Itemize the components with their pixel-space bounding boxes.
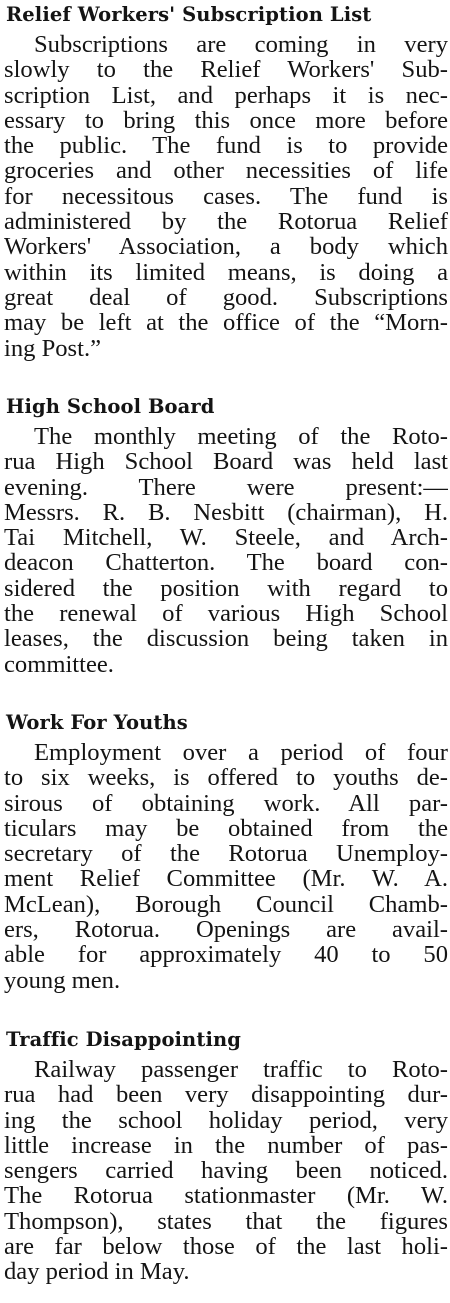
text-line: essary to bring this once more before [4,107,448,134]
text-line: The Rotorua stationmaster (Mr. W. [4,1183,448,1209]
text-line: deacon Chatterton. The board con- [4,550,448,576]
text-line: ers, Rotorua. Openings are avail- [4,917,448,943]
text-line: little increase in the number of pas- [4,1132,448,1159]
text-line: may be left at the office of the “Morn- [4,310,448,336]
headline: High School Board [6,395,215,418]
text-line: Employment over a period of four [34,740,448,766]
text-line: are far below those of the last holi- [4,1234,448,1260]
text-line: secretary of the Rotorua Unemploy- [4,841,448,867]
article-relief-workers [4,4,448,361]
newspaper-column [4,0,448,1303]
text-line: The monthly meeting of the Roto- [34,424,448,450]
text-line: Messrs. R. B. Nesbitt (chairman), H. [4,499,448,526]
text-line: within its limited means, is doing a [4,259,448,285]
article-work-for-youths [4,712,448,993]
article-body [4,32,448,361]
text-line: Subscriptions are coming in very [34,32,448,58]
text-line: McLean), Borough Council Chamb- [4,891,448,918]
article-body [4,1057,448,1285]
text-line: sirous of obtaining work. All par- [4,790,448,816]
text-line: ing Post.” [4,335,102,361]
text-line: sidered the position with regard to [4,575,448,602]
text-line: Railway passenger traffic to Roto- [34,1057,448,1083]
text-line: scription List, and perhaps it is nec- [4,82,448,108]
text-line: committee. [4,651,114,677]
text-line: rua High School Board was held last [4,449,448,475]
text-line: young men. [4,967,121,993]
headline: Work For Youths [6,711,188,734]
text-line: ticulars may be obtained from the [4,815,448,842]
text-line: groceries and other necessities of life [4,158,448,184]
text-line: sengers carried having been noticed. [4,1158,448,1184]
article-body [4,740,448,993]
article-high-school-board [4,396,448,677]
text-line: slowly to the Relief Workers' Sub- [4,57,448,83]
text-line: Workers' Association, a body which [4,234,448,260]
headline: Relief Workers' Subscription List [6,3,372,26]
article-traffic-disappointing [4,1029,448,1285]
text-line: rua had been very disappointing dur- [4,1082,448,1108]
headline: Traffic Disappointing [6,1028,241,1051]
text-line: to six weeks, is offered to youths de- [4,765,448,791]
article-body [4,424,448,677]
text-line: for necessitous cases. The fund is [4,183,448,210]
text-line: ing the school holiday period, very [4,1107,448,1133]
text-line: the public. The fund is to provide [4,133,448,159]
text-line: able for approximately 40 to 50 [4,942,448,968]
text-line: Thompson), states that the figures [4,1208,448,1235]
text-line: the renewal of various High School [4,601,448,627]
text-line: leases, the discussion being taken in [4,626,448,652]
text-line: great deal of good. Subscriptions [4,284,448,311]
text-line: day period in May. [4,1259,190,1285]
text-line: evening. There were present:— [4,474,448,500]
text-line: Tai Mitchell, W. Steele, and Arch- [4,525,448,551]
text-line: ment Relief Committee (Mr. W. A. [4,866,448,892]
text-line: administered by the Rotorua Relief [4,209,448,235]
